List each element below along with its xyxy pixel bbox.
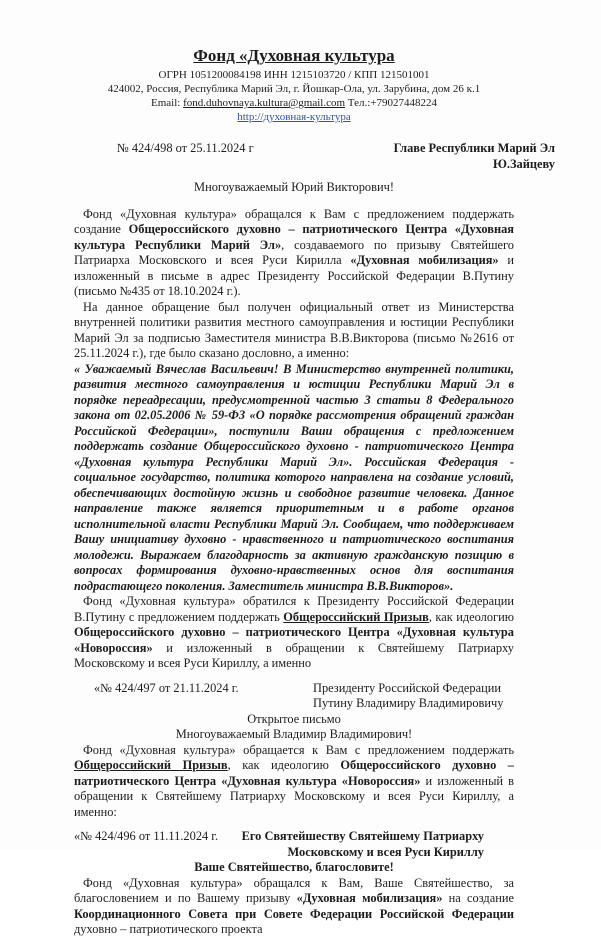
org-website-line xyxy=(74,110,514,124)
reference-number: «№ 424/497 от 21.11.2024 г. xyxy=(94,680,239,695)
addressee-block xyxy=(313,681,514,712)
text-run: Фонд «Духовная культура» обращался к Вам с предложением поддержать создание xyxy=(74,206,514,236)
text-run: и изложенный в письме в адрес Президенту Российской Федерации В.Путину (письмо №435 от 18.10.2024 г.). xyxy=(74,253,514,298)
email-link[interactable]: fond.duhovnaya.kultura@gmail.com xyxy=(183,97,346,109)
addressee-block xyxy=(394,141,555,172)
letterhead xyxy=(74,46,514,124)
text-run: «Духовная мобилизация» xyxy=(350,253,499,267)
text-run: и изложенный в обращении к Святейшему Патриарху Московскому и всея Руси Кириллу, а именно xyxy=(74,640,514,670)
text-run: и изложенный в обращении к Святейшему Патриарху Московскому и всея Руси Кириллу, а именно: xyxy=(74,773,514,819)
paragraph-ministry-quote xyxy=(74,362,514,595)
reference-row-3 xyxy=(74,829,514,860)
text-run: , как идеологию xyxy=(227,758,341,772)
addressee-block xyxy=(242,829,514,860)
text-run: «Духовная мобилизация» xyxy=(296,891,443,905)
text-run: Фонд «Духовная культура» обращался к Вам, Ваше Святейшество, за благословением и по Вашему призыву xyxy=(74,875,514,905)
website-link[interactable]: http://духовная-культура xyxy=(237,111,351,123)
reference-number: «№ 424/496 от 11.11.2024 г. xyxy=(74,829,219,843)
text-run: Общероссийского духовно – патриотического Центра «Духовная культура «Новороссия» xyxy=(74,625,514,655)
salutation-1: Многоуважаемый Юрий Викторович! xyxy=(194,180,394,194)
paragraph-appeal-repeat xyxy=(74,743,514,821)
addressee-line: Ю.Зайцеву xyxy=(492,156,555,171)
paragraph-patriarch-appeal xyxy=(74,876,514,938)
text-run: Общероссийский Призыв xyxy=(74,758,228,772)
paragraph-proposal xyxy=(74,207,514,300)
addressee-line: Президенту Российской Федерации xyxy=(313,680,501,695)
text-run: на создание xyxy=(442,891,514,905)
addressee-line: Его Святейшеству Святейшему Патриарху xyxy=(241,829,484,843)
text-run: Общероссийский Призыв xyxy=(283,609,429,624)
addressee-line: Московскому и всея Руси Кириллу xyxy=(287,844,484,859)
addressee-line: Путину Владимиру Владимировичу xyxy=(313,696,504,710)
letter-flow xyxy=(74,141,555,938)
text-run: , создаваемого по призыву Святейшего Патриарха Московского и всея Руси Кирилла xyxy=(74,237,514,267)
text-run: « Уважаемый Вячеслав Васильевич! В Министерство внутренней политики, развития местного самоуправления и юстиции Республики Марий Эл в порядке переадресации, предусмотренной частью 3 статьи 8 Федерального закона от 02.05.2006 № 59-ФЗ «О порядке рассмотрения обращений граждан Российской Федерации», поступили Ваши обращения с предложением поддержать создание Общероссийского духовно - патриотического Центра «Духовная культура Республики Марий Эл». Российская Федерация - социальное государство, политика которого направлена на создание условий, обеспечивающих достойную жизнь и свободное развитие человека. Данное направление также является приоритетным и в работе органов исполнительной власти Республики Марий Эл. Сообщаем, что поддерживаем Вашу инициативу духовно - нравственного и патриотического воспитания молодежи. Выражаем благодарность за активную гражданскую позицию в вопросах формирования духовно-нравственных основ для воспитания подрастающего поколения. Заместитель министра В.В.Викторов». xyxy=(74,361,514,593)
paragraph-appeal-president xyxy=(74,594,514,672)
text-run: Общероссийского духовно – патриотического Центра «Духовная культура Республики Марий Эл» xyxy=(74,222,515,252)
reference-number: № 424/498 от 25.11.2024 г xyxy=(117,141,254,155)
text-run: Фонд «Духовная культура» обратился к Президенту Российской Федерации В.Путину с предложением поддержать xyxy=(74,594,514,624)
text-run: Общероссийского духовно – патриотического Центра «Духовная культура «Новороссия» xyxy=(74,758,514,788)
salutation-patriarch: Ваше Святейшество, благословите! xyxy=(194,860,394,874)
text-run: На данное обращение был получен официальный ответ из Министерства внутренней политики развития местного самоуправления и юстиции Республики Марий Эл за подписью Заместителя министра В.В.Викторова (письмо №2616 от 25.11.2024 г.), где было сказано дословно, а именно: xyxy=(74,299,514,360)
open-letter-label: Открытое письмо xyxy=(247,711,341,726)
phone-number: Тел.:+79027448224 xyxy=(345,97,437,109)
text-run: духовно – патриотического проекта xyxy=(74,922,263,936)
addressee-line: Главе Республики Марий Эл xyxy=(393,141,555,155)
salutation-2: Многоуважаемый Владимир Владимирович! xyxy=(175,727,413,741)
org-registration: ОГРН 1051200084198 ИНН 1215103720 / КПП 121501001 xyxy=(158,69,430,81)
text-run: Координационного Совета при Совете Федерации Российской Федерации xyxy=(74,906,514,921)
text-run: Фонд «Духовная культура» обращается к Вам с предложением поддержать xyxy=(83,742,514,757)
email-label: Email: xyxy=(151,97,184,109)
org-contacts xyxy=(74,96,514,110)
reference-row-2 xyxy=(74,681,514,712)
org-address: 424002, Россия, Республика Марий Эл, г. Йошкар-Ола, ул. Зарубина, дом 26 к.1 xyxy=(107,83,481,95)
org-title: Фонд «Духовная культура xyxy=(193,46,395,65)
reference-row-1 xyxy=(74,141,555,172)
paragraph-ministry-response xyxy=(74,300,514,362)
text-run: , как идеологию xyxy=(428,609,515,624)
